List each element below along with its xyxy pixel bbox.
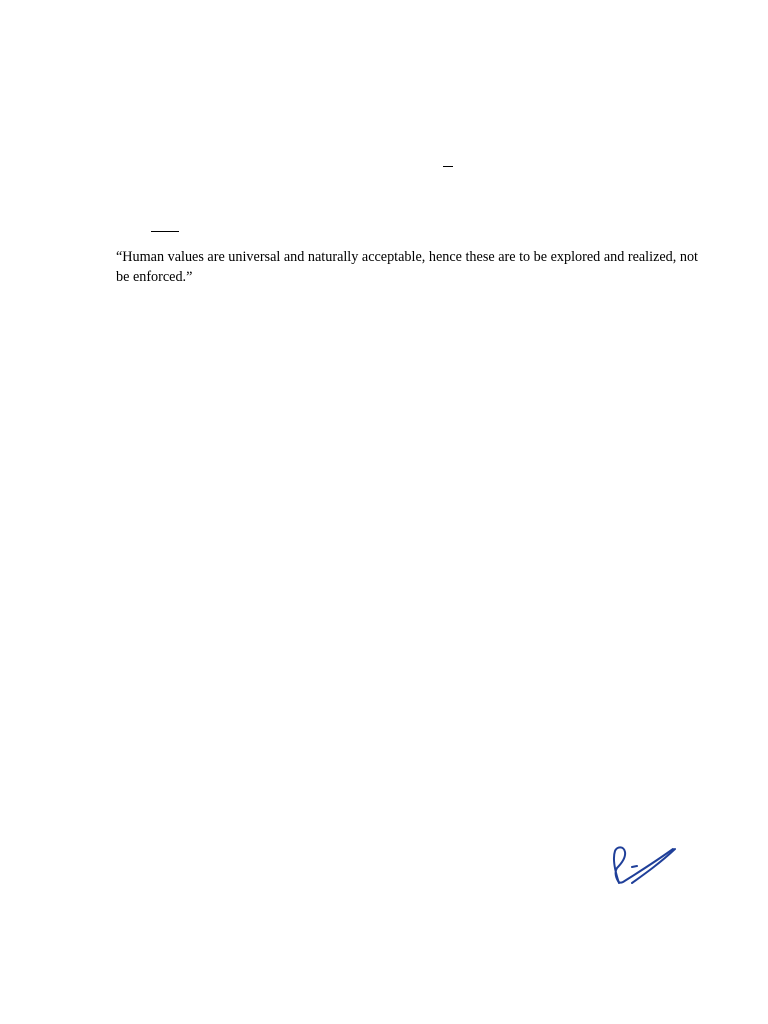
handwritten-signature [606,838,682,894]
dash-mark [443,166,453,167]
underline-rule [151,231,179,232]
quote-paragraph: “Human values are universal and naturally acceptable, hence these are to be explored and realized, not be enforced.” [116,249,698,285]
